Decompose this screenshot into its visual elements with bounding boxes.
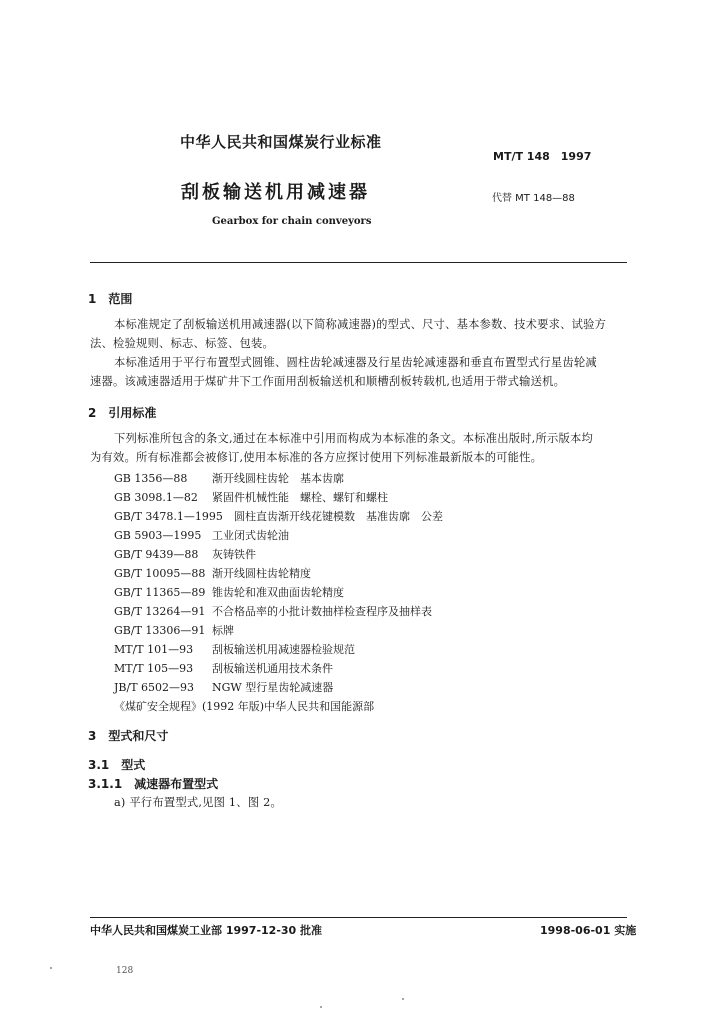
reference-code: MT/T 105—93 [114, 662, 194, 675]
approval-line: 中华人民共和国煤炭工业部 1997-12-30 批准 [90, 924, 323, 937]
standard-number: MT/T 148 1997 [493, 150, 592, 163]
section-3-1-heading: 3.1 型式 [88, 758, 146, 772]
reference-item [114, 584, 344, 600]
reference-title: 灰铸铁件 [212, 548, 256, 561]
section-1-para1-line1: 本标准规定了刮板输送机用减速器(以下简称减速器)的型式、尺寸、基本参数、技术要求、试验方 [114, 318, 607, 331]
reference-code: MT/T 101—93 [114, 643, 194, 656]
reference-item [114, 565, 311, 581]
reference-title: 工业闭式齿轮油 [212, 529, 289, 542]
issuing-body-title: 中华人民共和国煤炭行业标准 [180, 133, 382, 151]
section-3-heading: 3 型式和尺寸 [88, 729, 169, 743]
section-2-intro-line2: 为有效。所有标准都会被修订,使用本标准的各方应探讨使用下列标准最新版本的可能性。 [90, 451, 543, 464]
section-1-para2-line2: 速器。该减速器适用于煤矿井下工作面用刮板输送机和顺槽刮板转载机,也适用于带式输送机。 [90, 375, 566, 388]
replaces-standard: 代替 MT 148—88 [492, 193, 575, 204]
reference-title: 标牌 [212, 624, 234, 637]
reference-title: 渐开线圆柱齿轮 基本齿廓 [212, 472, 344, 485]
reference-code: GB/T 13264—91 [114, 605, 206, 618]
reference-code: GB/T 11365—89 [114, 586, 206, 599]
reference-item [114, 527, 289, 543]
section-1-para1-line2: 法、检验规则、标志、标签、包装。 [90, 337, 274, 350]
section-2-intro-line1: 下列标准所包含的条文,通过在本标准中引用而构成为本标准的条文。本标准出版时,所示版本均 [114, 432, 593, 445]
reference-title: 不合格品率的小批计数抽样检查程序及抽样表 [212, 605, 432, 618]
reference-item [114, 641, 355, 657]
reference-item [114, 679, 333, 695]
english-title: Gearbox for chain conveyors [212, 216, 372, 227]
reference-code: GB 3098.1—82 [114, 491, 198, 504]
reference-item [114, 508, 443, 524]
section-1-para2-line1: 本标准适用于平行布置型式圆锥、圆柱齿轮减速器及行星齿轮减速器和垂直布置型式行星齿轮减 [114, 356, 597, 369]
implementation-date: 1998-06-01 实施 [540, 924, 637, 937]
reference-title: 圆柱直齿渐开线花键模数 基准齿廓 公差 [234, 510, 443, 523]
reference-code: GB/T 9439—88 [114, 548, 199, 561]
reference-code: JB/T 6502—93 [114, 681, 195, 694]
reference-item [114, 603, 432, 619]
header-divider [90, 262, 627, 263]
safety-regulation-reference: 《煤矿安全规程》(1992 年版)中华人民共和国能源部 [114, 700, 375, 713]
reference-item [114, 470, 344, 486]
section-3-1-1-heading: 3.1.1 减速器布置型式 [88, 777, 219, 791]
page-number: 128 [116, 966, 134, 976]
reference-title: 锥齿轮和准双曲面齿轮精度 [212, 586, 344, 599]
reference-item [114, 660, 333, 676]
reference-item [114, 622, 234, 638]
reference-code: GB/T 3478.1—1995 [114, 510, 223, 523]
reference-item [114, 489, 388, 505]
section-1-heading: 1 范围 [88, 292, 133, 306]
scan-speck [402, 998, 404, 1000]
reference-code: GB 5903—1995 [114, 529, 202, 542]
reference-code: GB 1356—88 [114, 472, 188, 485]
footer-divider [90, 917, 627, 918]
reference-code: GB/T 13306—91 [114, 624, 206, 637]
reference-code: GB/T 10095—88 [114, 567, 206, 580]
reference-title: 刮板输送机用减速器检验规范 [212, 643, 355, 656]
document-title: 刮板输送机用减速器 [181, 182, 370, 203]
scan-speck [50, 967, 52, 969]
reference-title: 紧固件机械性能 螺栓、螺钉和螺柱 [212, 491, 388, 504]
section-2-heading: 2 引用标准 [88, 406, 157, 420]
reference-item [114, 546, 256, 562]
reference-title: NGW 型行星齿轮减速器 [212, 681, 334, 694]
scan-speck [320, 1006, 322, 1008]
reference-title: 刮板输送机通用技术条件 [212, 662, 333, 675]
reference-title: 渐开线圆柱齿轮精度 [212, 567, 311, 580]
section-3-item-a: a) 平行布置型式,见图 1、图 2。 [114, 796, 282, 809]
